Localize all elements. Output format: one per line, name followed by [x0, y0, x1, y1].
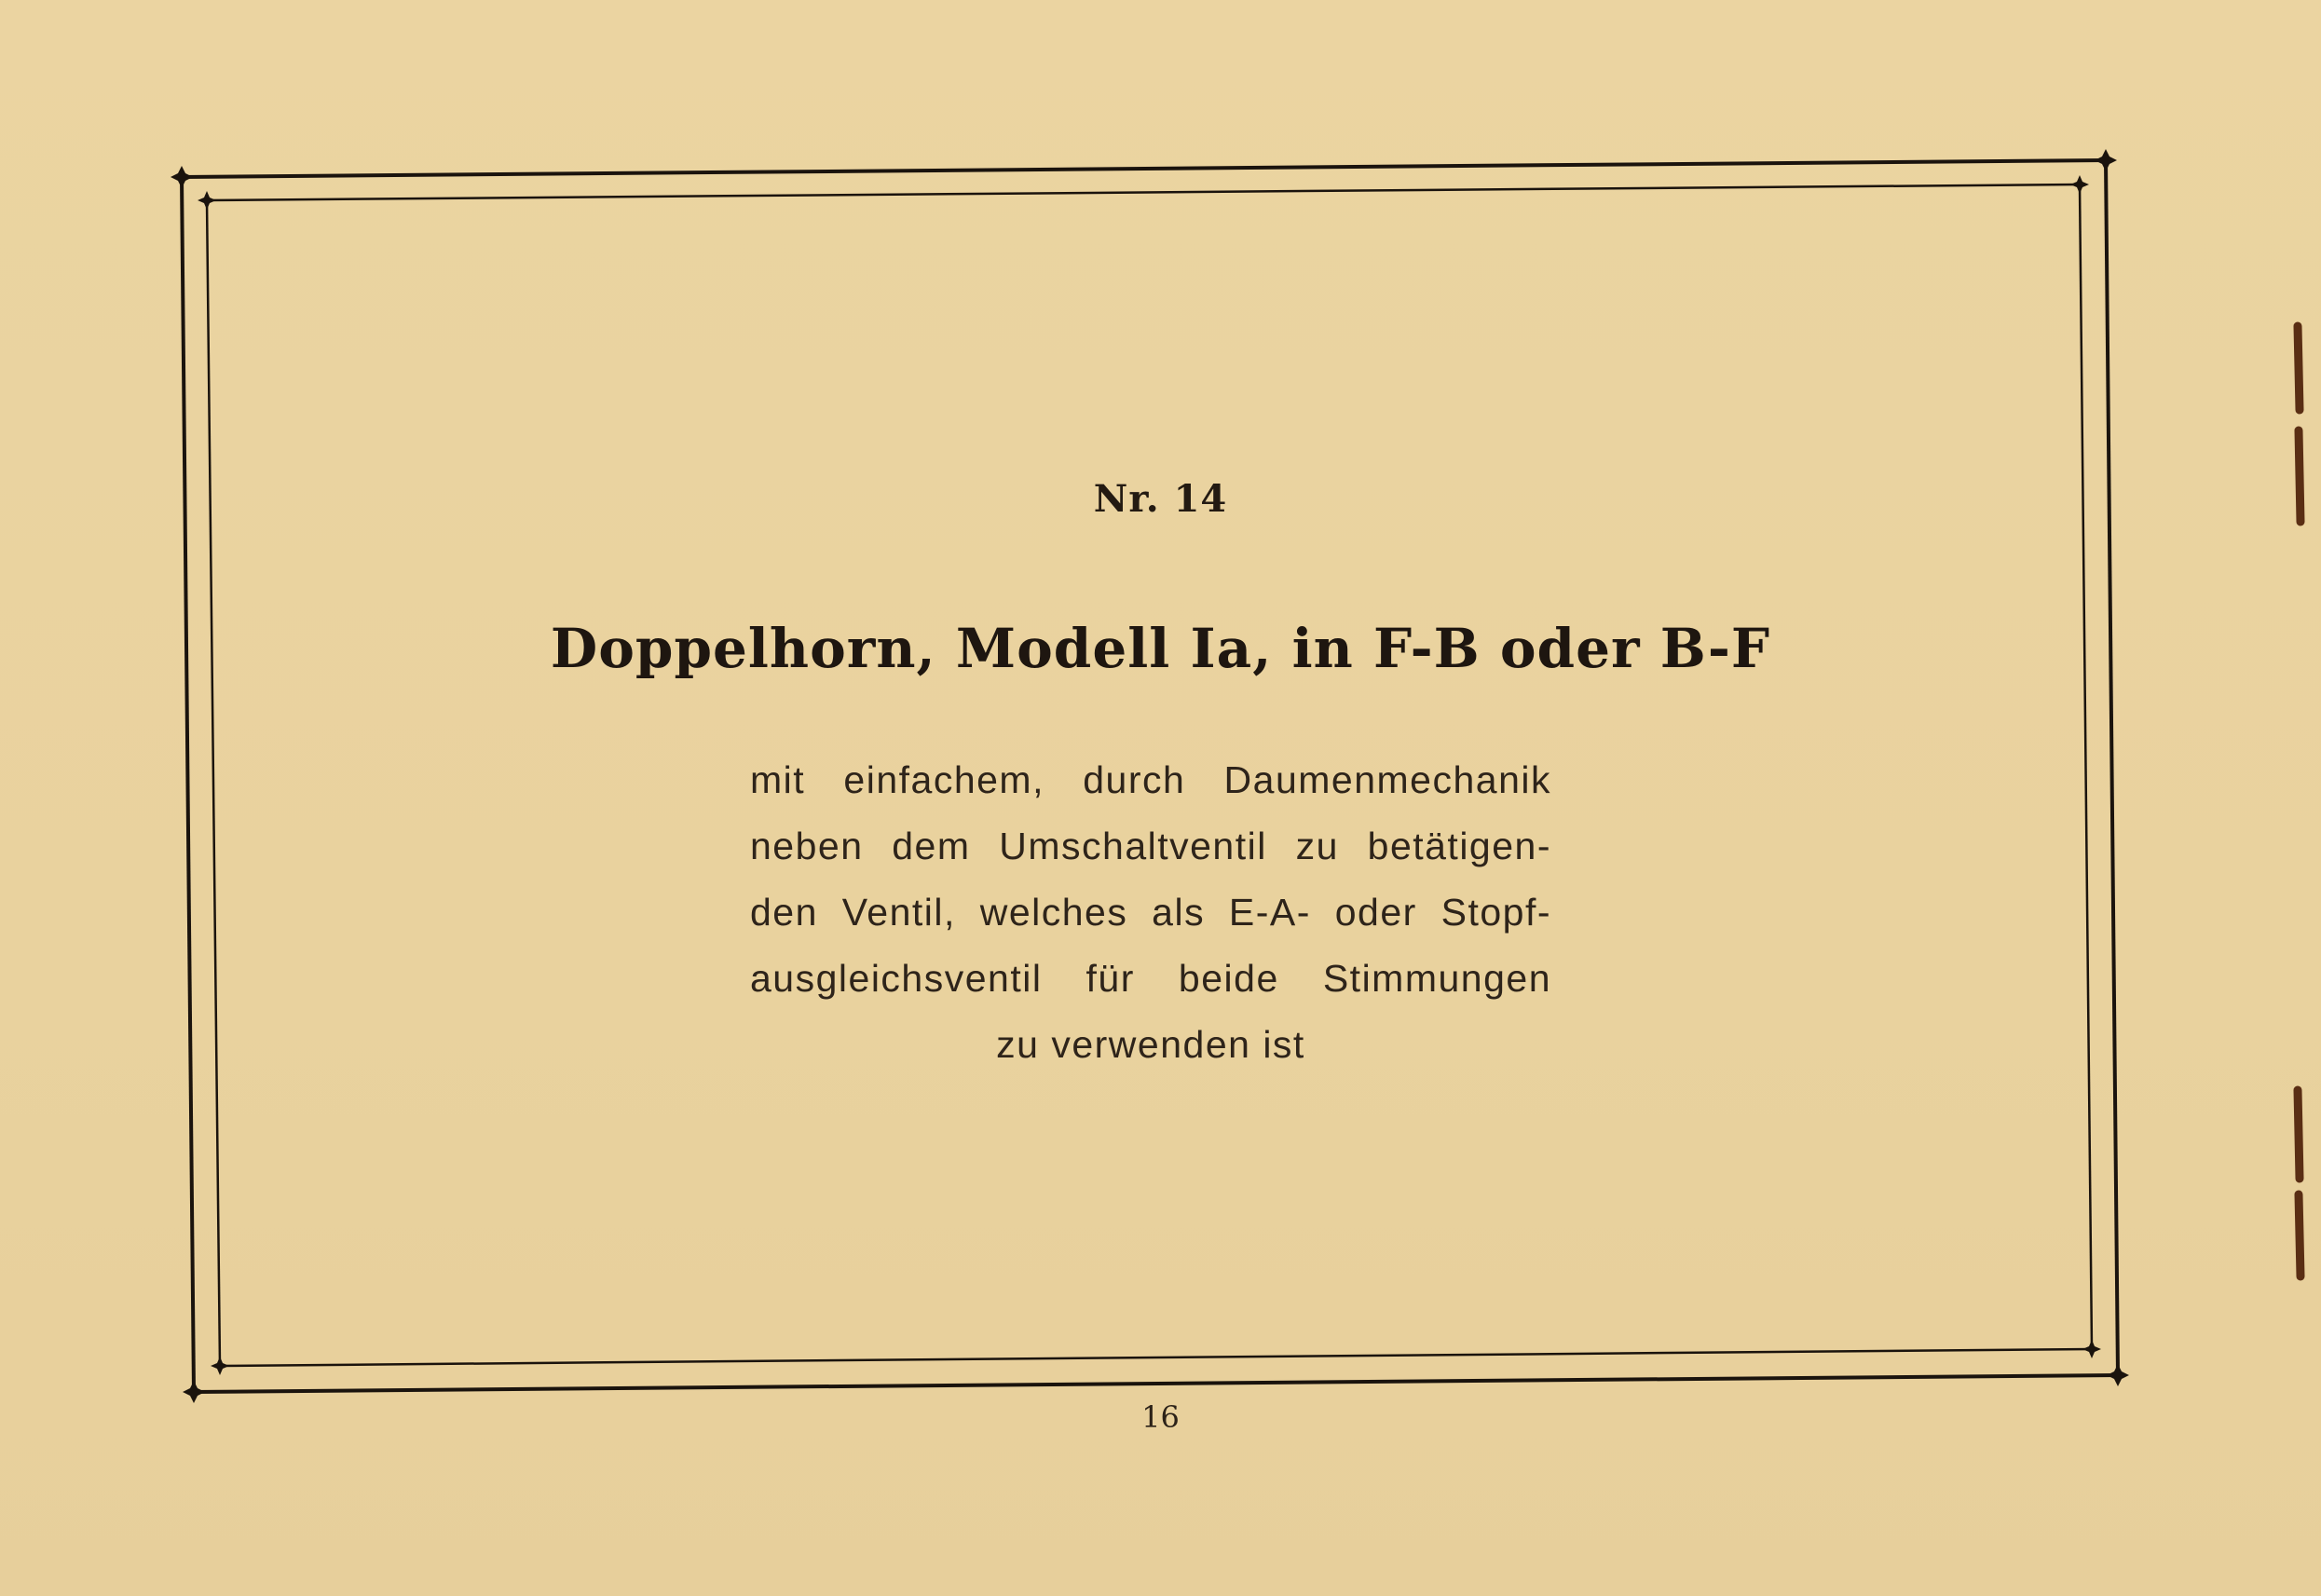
page-title: Doppelhorn, Modell Ia, in F-B oder B-F: [550, 617, 1771, 680]
description-line: neben dem Umschaltventil zu betätigen-: [750, 825, 1551, 867]
description-line: ausgleichsventil für beide Stimmungen: [750, 957, 1551, 1000]
page-number: 16: [1141, 1399, 1180, 1435]
description-line: den Ventil, welches als E-A- oder Stopf-: [750, 891, 1551, 934]
catalog-item-number: Nr. 14: [1093, 477, 1228, 521]
description-line: zu verwenden ist: [996, 1023, 1305, 1066]
description-paragraph: [750, 747, 1551, 1078]
staple-lower: [2298, 1090, 2301, 1276]
description-line: mit einfachem, durch Daumenmechanik: [750, 758, 1551, 801]
